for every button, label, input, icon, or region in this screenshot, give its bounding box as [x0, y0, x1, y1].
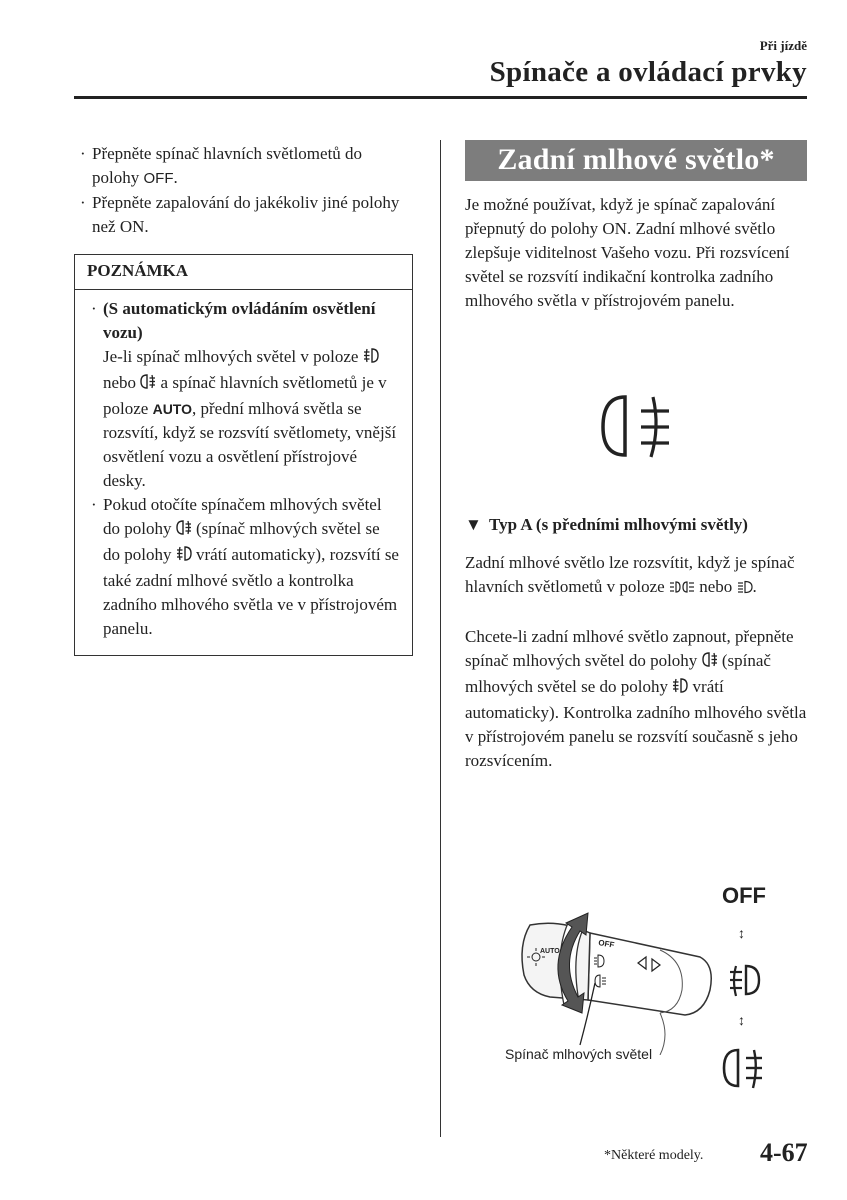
type-a-heading: ▼ Typ A (s předními mlhovými světly): [465, 513, 810, 537]
off-label: OFF: [143, 170, 174, 187]
front-fog-icon: [176, 545, 192, 569]
lever-auto-label: AUTO: [540, 948, 560, 955]
front-fog-icon: [672, 677, 688, 701]
header-rule: [74, 96, 807, 99]
rear-fog-icon: [176, 519, 192, 543]
lever-off-label: OFF: [597, 938, 615, 950]
intro-paragraph: Je možné používat, když je spínač zapalování přepnutý do polohy ON. Zadní mlhové světlo zlepšuje viditelnost Vašeho vozu. Při rozsvícení světel se rozsvítí indikační kontrolka zadního mlhového světla v přístrojovém panelu.: [465, 195, 790, 310]
off-position-label: OFF: [722, 883, 766, 908]
note-box: [74, 254, 413, 656]
note-item: · (S automatickým ovládáním osvětlení vozu) Je-li spínač mlhových světel v poloze nebo a spínač hlavních světlometů je v poloze AUTO, přední mlhová světla se rozsvítí, když se rozsvítí světlomety, vnější osvětlení vozu a osvětlení přístrojové desky.: [91, 299, 397, 490]
topic-title: Zadní mlhové světlo*: [465, 140, 807, 181]
fog-switch-lever-illustration: [510, 905, 720, 1055]
headlight-icon: [737, 577, 753, 601]
chapter-title: Při jízdě: [759, 38, 807, 53]
footnote: *Některé modely.: [604, 1148, 704, 1163]
section-title: Spínače a ovládací prvky: [489, 56, 807, 88]
rear-fog-icon: [140, 373, 156, 397]
note-item: · Pokud otočíte spínačem mlhových světel do polohy (spínač mlhových světel se do polohy vrátí automaticky), rozsvítí se také zadní mlhové světlo a kontrolka zadního mlhového světla ve v přístrojovém panelu.: [91, 495, 399, 638]
paragraph: Chcete-li zadní mlhové světlo zapnout, přepněte spínač mlhových světel do polohy (spínač mlhových světel se do polohy vrátí automaticky). Kontrolka zadního mlhového světla v přístrojovém panelu se rozsvítí současně s jeho rozsvícením.: [465, 627, 807, 770]
triangle-marker-icon: ▼: [465, 515, 482, 534]
rear-fog-icon: [702, 651, 718, 675]
right-column: [465, 140, 810, 773]
note-item-title: (S automatickým ovládáním osvětlení vozu): [103, 299, 376, 342]
up-down-arrow-icon: ↕: [738, 927, 745, 942]
note-body: [75, 290, 412, 641]
rear-fog-icon: [720, 1046, 766, 1090]
left-column: [80, 142, 410, 239]
column-divider: [440, 140, 441, 1137]
page-number: 4-67: [760, 1138, 808, 1167]
parking-light-icon: [669, 577, 695, 601]
paragraph: Zadní mlhové světlo lze rozsvítit, když je spínač hlavních světlometů v poloze nebo .: [465, 551, 810, 601]
indicator-figure: [465, 313, 810, 513]
auto-label: AUTO: [152, 401, 192, 417]
front-fog-icon: [363, 347, 379, 371]
up-down-arrow-icon: ↕: [738, 1014, 745, 1029]
rear-fog-indicator-icon: [595, 387, 675, 467]
figure-caption: Spínač mlhových světel: [505, 1046, 653, 1062]
bullet-item: · Přepněte zapalování do jakékoliv jiné polohy než ON.: [80, 193, 400, 236]
bullet-item: · Přepněte spínač hlavních světlometů do polohy OFF.: [80, 144, 363, 187]
note-heading: POZNÁMKA: [75, 255, 412, 290]
front-fog-icon: [728, 962, 762, 998]
